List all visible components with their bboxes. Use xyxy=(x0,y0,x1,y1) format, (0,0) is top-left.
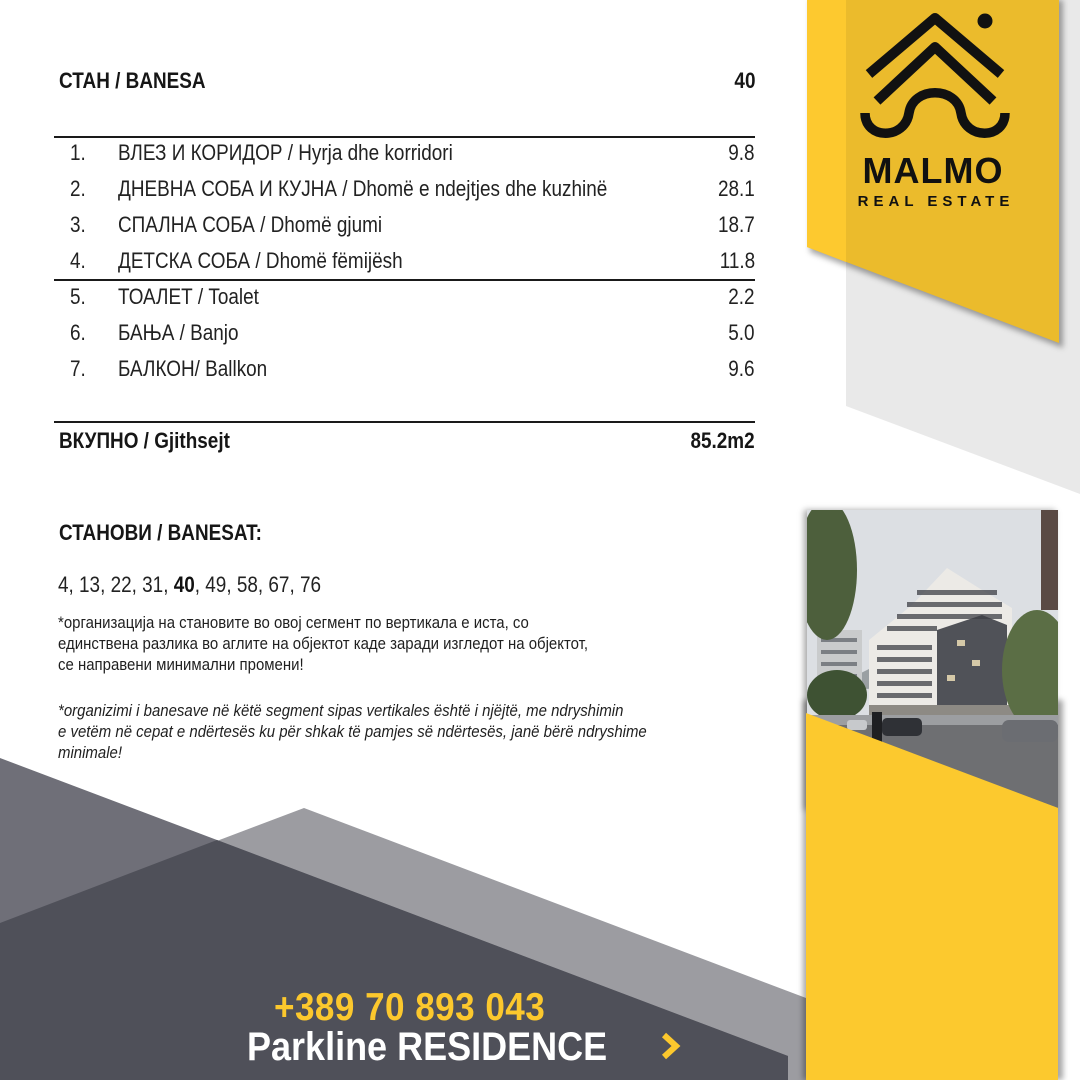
table-mid-rule xyxy=(54,279,755,281)
rooms-table xyxy=(54,135,755,387)
total-label: ВКУПНО / Gjithsejt xyxy=(59,428,230,453)
table-row xyxy=(54,135,755,171)
table-row xyxy=(54,171,755,207)
room-area: 2.2 xyxy=(728,284,755,309)
room-label: ВЛЕЗ И КОРИДОР / Hyrja dhe korridori xyxy=(118,140,453,165)
room-label: ДЕТСКА СОБА / Dhomë fëmijësh xyxy=(118,248,403,273)
project-name-link[interactable]: Parkline RESIDENCE xyxy=(247,1025,608,1069)
table-bottom-rule xyxy=(54,421,755,423)
phone-number[interactable]: +389 70 893 043 xyxy=(274,986,546,1029)
room-label: ДНЕВНА СОБА И КУЈНА / Dhomë e ndejtjes dhe kuzhinë xyxy=(118,176,608,201)
room-number: 5. xyxy=(70,284,86,309)
table-row xyxy=(54,315,755,351)
room-area: 11.8 xyxy=(719,248,755,273)
brand-name: MALMO xyxy=(862,150,1004,191)
logo-banner-strip xyxy=(807,0,846,262)
malmo-logo-icon xyxy=(855,8,1020,148)
total-value: 85.2m2 xyxy=(690,428,755,453)
room-area: 18.7 xyxy=(718,212,755,237)
room-number: 2. xyxy=(70,176,86,201)
table-row xyxy=(54,243,755,279)
apartment-label: СТАН / BANESA xyxy=(59,68,206,93)
note-albanian: *organizimi i banesave në këtë segment sipas vertikales është i njëjtë, me ndryshimin e vetëm në cepat e ndërtesës ku për shkak të pamjes së ndërtesës, janë bërë ndryshime minimale! xyxy=(58,701,647,762)
units-label: СТАНОВИ / BANESAT: xyxy=(59,520,262,545)
apartment-number: 40 xyxy=(733,68,755,93)
table-row xyxy=(54,351,755,387)
chevron-right-icon[interactable] xyxy=(660,1029,682,1063)
room-number: 1. xyxy=(70,140,86,165)
table-row xyxy=(54,279,755,315)
room-label: СПАЛНА СОБА / Dhomë gjumi xyxy=(118,212,383,237)
yellow-panel xyxy=(806,808,1058,1080)
room-area: 9.6 xyxy=(728,356,755,381)
room-area: 5.0 xyxy=(728,320,755,345)
room-area: 9.8 xyxy=(728,140,755,165)
room-number: 7. xyxy=(70,356,86,381)
room-label: БАЛКОН/ Ballkon xyxy=(118,356,268,381)
room-label: ТОАЛЕТ / Toalet xyxy=(118,284,259,309)
current-unit: 40 xyxy=(173,572,195,597)
yellow-panel-diagonal xyxy=(806,700,1058,810)
units-list: 4, 13, 22, 31, 40, 49, 58, 67, 76 xyxy=(58,572,321,597)
room-number: 3. xyxy=(70,212,86,237)
room-number: 4. xyxy=(70,248,86,273)
note-macedonian: *организација на становите во овој сегмент по вертикала е иста, со единствена разлика во аглите на објектот каде заради изгледот на објектот, се направени минимални промени! xyxy=(58,613,588,674)
room-number: 6. xyxy=(70,320,86,345)
brand-subtitle: REAL ESTATE xyxy=(857,193,1015,210)
room-label: БАЊА / Banjo xyxy=(118,320,239,345)
table-row xyxy=(54,207,755,243)
room-area: 28.1 xyxy=(718,176,755,201)
